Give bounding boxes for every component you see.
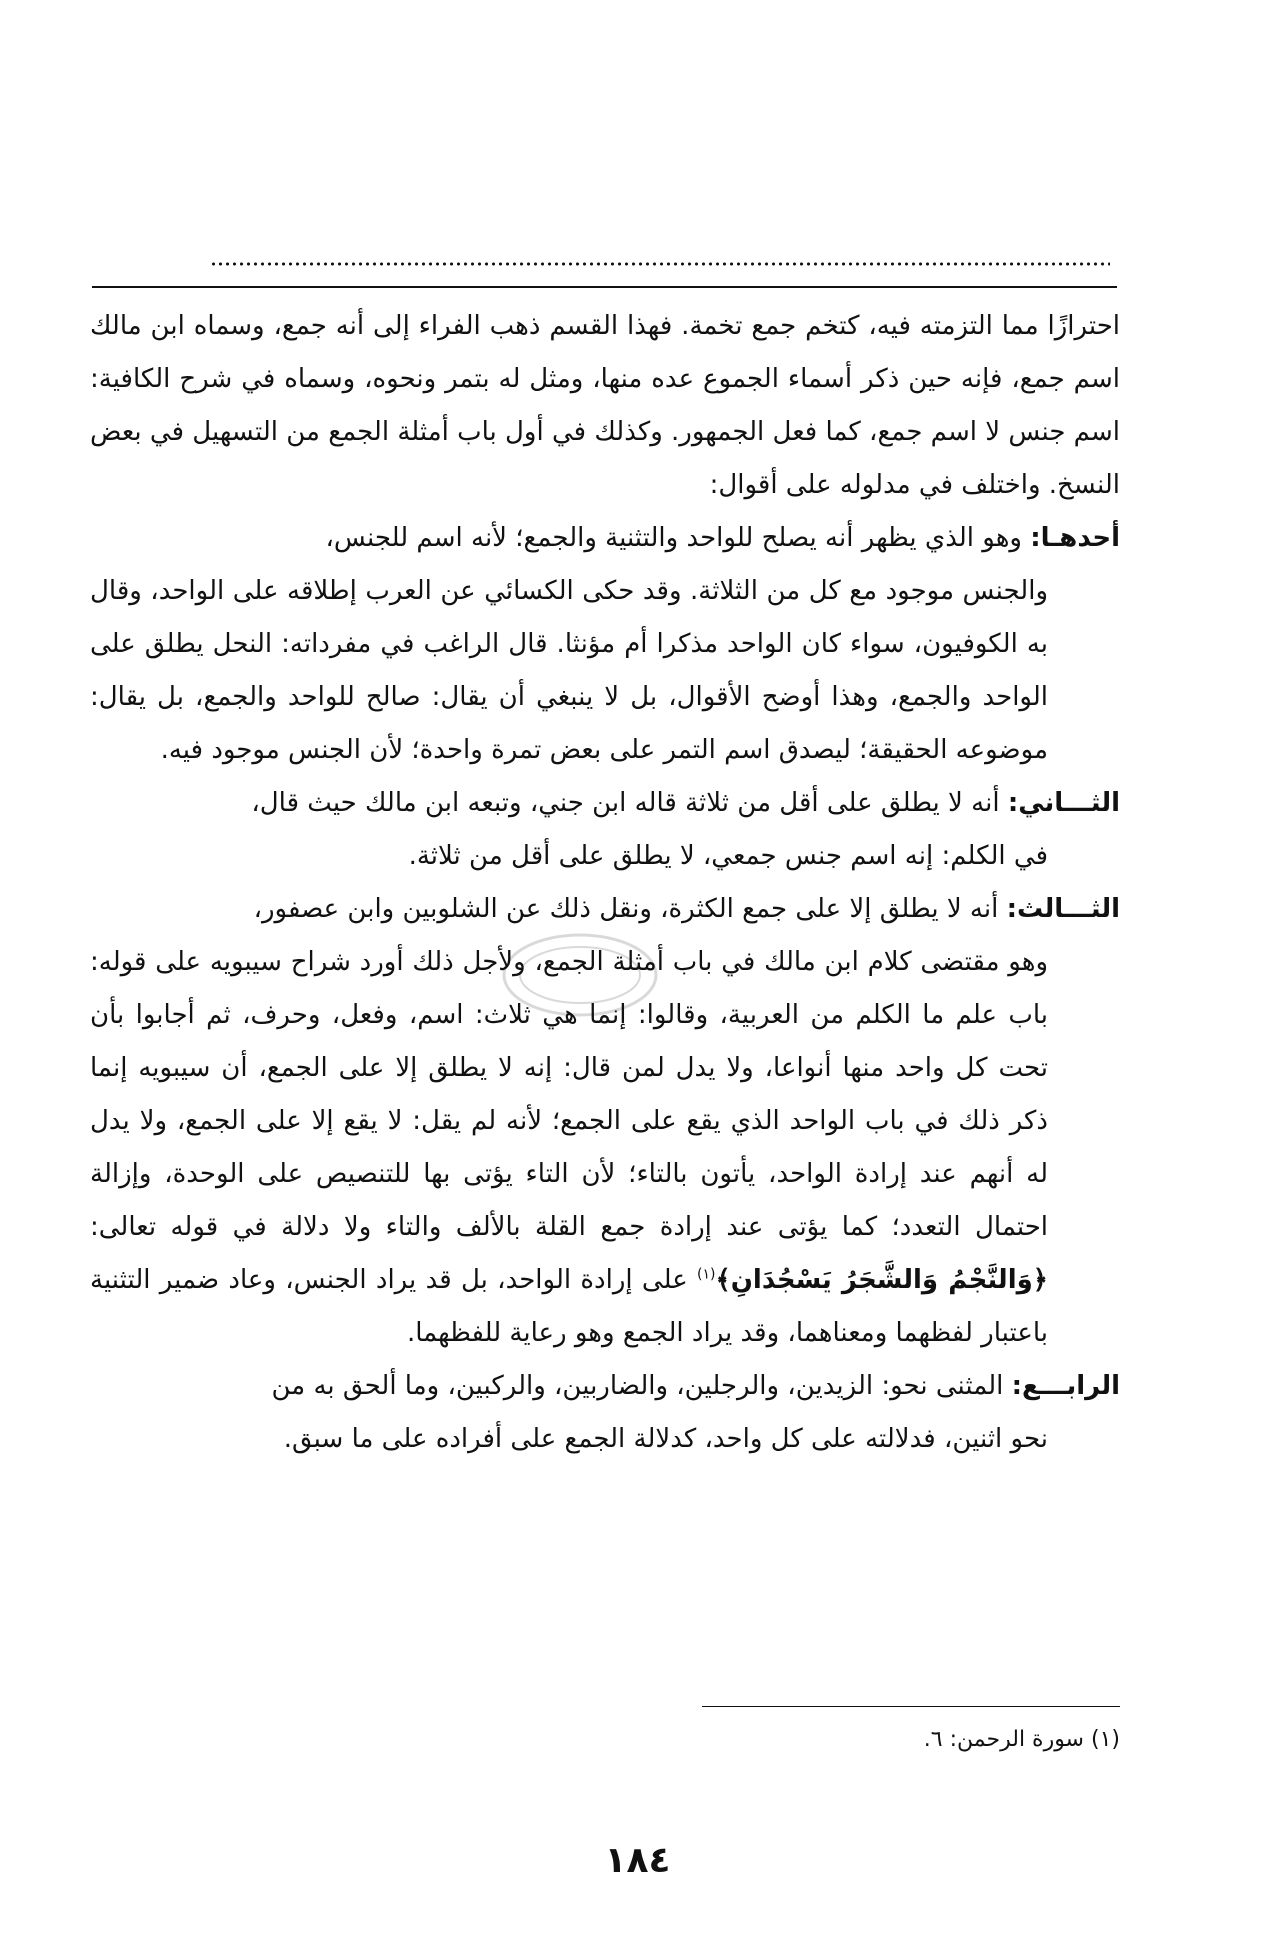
opinion-continuation bbox=[90, 936, 1120, 1360]
opinion-continuation: في الكلم: إنه اسم جنس جمعي، لا يطلق على أقل من ثلاثة. bbox=[408, 841, 1048, 871]
opinion-first-line: أنه لا يطلق على أقل من ثلاثة قاله ابن جني، وتبعه ابن مالك حيث قال، bbox=[251, 788, 1000, 818]
page-number: ١٨٤ bbox=[604, 1840, 671, 1881]
main-text bbox=[90, 300, 1120, 1466]
opinion-third bbox=[90, 883, 1120, 1360]
header-rule bbox=[92, 286, 1117, 288]
opinion-fourth bbox=[90, 1360, 1120, 1466]
opinion-continuation-text: وهو مقتضى كلام ابن مالك في باب أمثلة الجمع، ولأجل ذلك أورد شراح سيبويه على قوله: باب علم ما الكلم من العربية، وقالوا: إنما هي ثلاث: اسم، وفعل، وحرف، ثم أجابوا بأن تحت كل واحد منها أنواعا، ولا يدل لمن قال: إنه لا يطلق إلا على الجمع، أن سيبويه إنما ذكر ذلك في باب الواحد الذي يقع على الجمع؛ لأنه لم يقل: لا يقع إلا على الجمع، ولا يدل له أنهم عند إرادة الواحد، يأتون بالتاء؛ لأن التاء يؤتى بها للتنصيص على الوحدة، وإزالة احتمال التعدد؛ كما يؤتى عند إرادة جمع القلة بالألف والتاء ولا دلالة في قوله تعالى: bbox=[90, 947, 1048, 1242]
footnote: (١) سورة الرحمن: ٦. bbox=[923, 1727, 1120, 1752]
dotted-header-line bbox=[210, 262, 1110, 266]
opinion-continuation: والجنس موجود مع كل من الثلاثة. وقد حكى الكسائي عن العرب إطلاقه على الواحد، وقال به الكوفيون، سواء كان الواحد مذكرا أم مؤنثا. قال الراغب في مفرداته: النحل يطلق على الواحد والجمع، وهذا أوضح الأقوال، بل لا ينبغي أن يقال: صالح للواحد والجمع، بل يقال: موضوعه الحقيقة؛ ليصدق اسم التمر على بعض تمرة واحدة؛ لأن الجنس موجود فيه. bbox=[90, 576, 1048, 765]
opinion-label: الثـــاني: bbox=[1007, 788, 1120, 818]
footnote-marker[interactable]: (١) bbox=[697, 1266, 716, 1283]
quran-verse: ﴿وَالنَّجْمُ وَالشَّجَرُ يَسْجُدَانِ﴾ bbox=[715, 1265, 1049, 1295]
opinion-second bbox=[90, 777, 1120, 883]
opinion-first-line: وهو الذي يظهر أنه يصلح للواحد والتثنية والجمع؛ لأنه اسم للجنس، bbox=[325, 523, 1022, 553]
opinion-first-line: المثنى نحو: الزيدين، والرجلين، والضاربين، والركبين، وما ألحق به من bbox=[271, 1371, 1004, 1401]
opinion-label: الثـــالث: bbox=[1006, 894, 1120, 924]
opinion-continuation: نحو اثنين، فدلالته على كل واحد، كدلالة الجمع على أفراده على ما سبق. bbox=[283, 1424, 1048, 1454]
opinion-first bbox=[90, 512, 1120, 777]
intro-paragraph: احترازًا مما التزمته فيه، كتخم جمع تخمة. فهذا القسم ذهب الفراء إلى أنه جمع، وسماه ابن مالك اسم جمع، فإنه حين ذكر أسماء الجموع عده منها، ومثل له بتمر ونحوه، وسماه في شرح الكافية: اسم جنس لا اسم جمع، كما فعل الجمهور. وكذلك في أول باب أمثلة الجمع من التسهيل في بعض النسخ. واختلف في مدلوله على أقوال: bbox=[90, 311, 1120, 500]
opinion-label: أحدهـا: bbox=[1030, 523, 1120, 553]
footnote-separator bbox=[702, 1706, 1120, 1707]
opinion-label: الرابـــع: bbox=[1011, 1371, 1120, 1401]
opinion-first-line: أنه لا يطلق إلا على جمع الكثرة، ونقل ذلك عن الشلوبين وابن عصفور، bbox=[253, 894, 999, 924]
opinion-continuation-after: على إرادة الواحد، بل قد يراد الجنس، وعاد ضمير التثنية باعتبار لفظهما ومعناهما، وقد يراد الجمع وهو رعاية للفظهما. bbox=[90, 1265, 1048, 1348]
